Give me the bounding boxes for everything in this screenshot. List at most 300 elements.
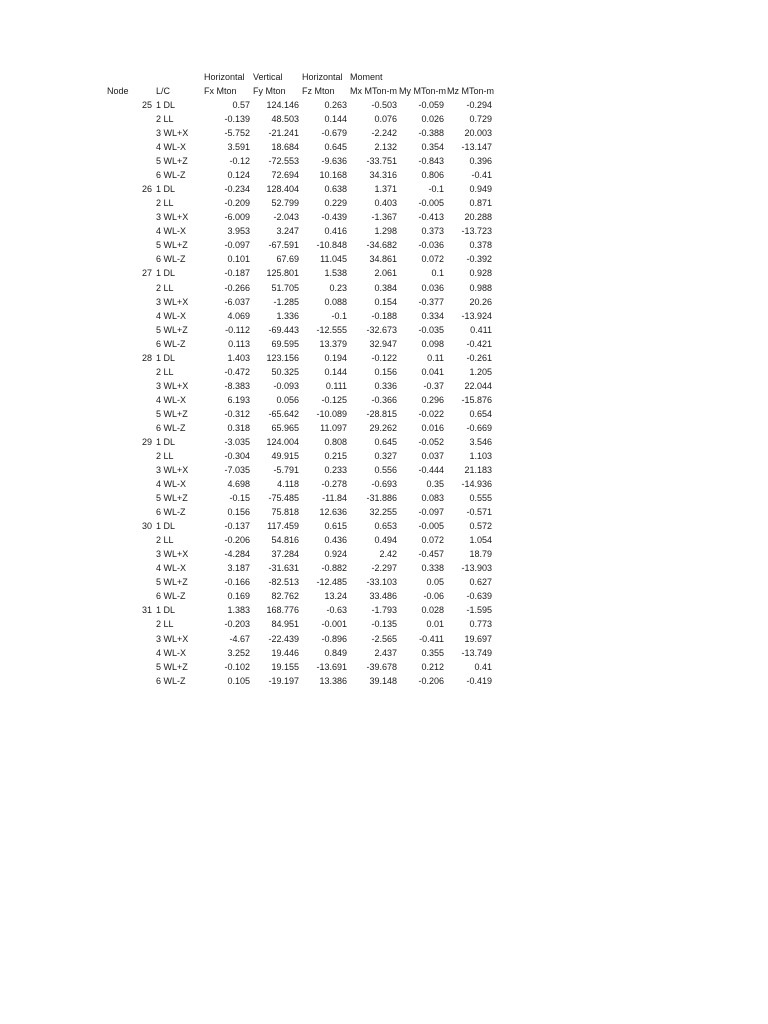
cell-fx: 3.591 xyxy=(227,142,250,153)
cell-mz: -13.903 xyxy=(461,563,492,574)
table-row xyxy=(0,674,768,688)
cell-mx: 2.437 xyxy=(374,647,397,658)
table-row xyxy=(0,196,768,210)
cell-fy: -19.197 xyxy=(268,675,299,686)
table-row xyxy=(0,519,768,533)
cell-mx: 0.156 xyxy=(374,366,397,377)
table-row xyxy=(0,393,768,407)
cell-lc: 4 WL-X xyxy=(156,647,187,658)
cell-mz: -0.639 xyxy=(466,591,492,602)
cell-fx: -0.102 xyxy=(224,661,250,672)
cell-mx: -0.693 xyxy=(371,479,397,490)
cell-node xyxy=(128,632,152,646)
cell-mz: 0.572 xyxy=(469,521,492,532)
cell-mx: -33.751 xyxy=(366,156,397,167)
cell-mx: -2.297 xyxy=(371,563,397,574)
cell-mz: 1.054 xyxy=(469,535,492,546)
table-row xyxy=(0,463,768,477)
cell-node xyxy=(128,477,152,491)
cell-fx: 3.187 xyxy=(227,563,250,574)
cell-fz: -12.555 xyxy=(316,324,347,335)
cell-fx: -0.234 xyxy=(224,184,250,195)
cell-my: 0.037 xyxy=(421,451,444,461)
table-row xyxy=(0,224,768,238)
cell-mz: -0.392 xyxy=(466,254,492,265)
cell-fx: -0.112 xyxy=(225,324,250,335)
cell-lc: 1 DL xyxy=(156,352,176,363)
cell-mx: -1.367 xyxy=(371,212,397,223)
cell-fz: 12.636 xyxy=(319,507,347,518)
cell-fy: 54.816 xyxy=(271,535,299,546)
cell-fz: -0.001 xyxy=(321,619,347,630)
cell-node xyxy=(128,323,152,337)
cell-my: 0.1 xyxy=(431,268,444,279)
cell-fz: 13.386 xyxy=(319,675,347,686)
cell-fz: 0.924 xyxy=(324,549,347,560)
cell-fz: 0.233 xyxy=(324,465,347,476)
table-row xyxy=(0,421,768,435)
cell-fx: 0.101 xyxy=(227,254,250,265)
cell-node: 30 xyxy=(141,521,152,532)
cell-node: 28 xyxy=(141,352,152,363)
cell-my: 0.334 xyxy=(421,310,444,321)
cell-fz: 11.045 xyxy=(320,254,347,265)
cell-fx: -0.12 xyxy=(229,156,250,167)
table-row xyxy=(0,365,768,379)
cell-node xyxy=(128,449,152,463)
cell-my: -0.206 xyxy=(418,675,444,686)
cell-fy: 75.818 xyxy=(271,507,299,518)
cell-mx: 39.148 xyxy=(369,675,397,686)
cell-mx: 0.076 xyxy=(374,114,397,125)
cell-my: -0.37 xyxy=(423,380,444,391)
cell-my: 0.036 xyxy=(421,282,444,293)
cell-lc: 2 LL xyxy=(156,619,174,630)
cell-my: 0.212 xyxy=(421,661,444,672)
cell-lc: 3 WL+X xyxy=(156,633,189,644)
cell-mz: -14.936 xyxy=(461,479,492,490)
cell-lc: 5 WL+Z xyxy=(156,577,188,588)
cell-fy: 1.336 xyxy=(276,310,299,321)
cell-node xyxy=(128,505,152,519)
cell-my: 0.355 xyxy=(421,647,444,658)
cell-my: 0.098 xyxy=(421,338,444,349)
cell-lc: 6 WL-Z xyxy=(156,675,186,686)
cell-fx: 1.403 xyxy=(227,352,250,363)
cell-fz: 0.849 xyxy=(324,647,347,658)
header-group-fy: Vertical xyxy=(253,72,283,82)
cell-mx: 1.371 xyxy=(374,184,397,195)
cell-mx: -34.682 xyxy=(366,240,397,251)
cell-node: 26 xyxy=(141,184,152,195)
cell-fy: 50.325 xyxy=(271,366,299,377)
table-row xyxy=(0,660,768,674)
table-row xyxy=(0,238,768,252)
cell-mx: -28.815 xyxy=(366,408,397,419)
cell-my: -0.457 xyxy=(418,549,444,560)
cell-fy: 84.951 xyxy=(271,619,299,630)
cell-fz: 10.168 xyxy=(319,170,347,181)
header-fz: Fz Mton xyxy=(302,86,335,96)
cell-my: 0.338 xyxy=(421,563,444,574)
cell-my: -0.059 xyxy=(418,100,444,110)
table-row xyxy=(0,477,768,491)
cell-node xyxy=(128,407,152,421)
cell-node xyxy=(128,154,152,168)
cell-fx: -0.266 xyxy=(224,282,250,293)
cell-fz: -10.848 xyxy=(316,240,347,251)
cell-my: 0.35 xyxy=(426,479,444,490)
cell-mz: -0.669 xyxy=(466,422,492,433)
cell-fx: -4.67 xyxy=(229,633,250,644)
cell-fy: 37.284 xyxy=(271,549,299,560)
cell-fy: -65.642 xyxy=(268,408,299,419)
header-fy: Fy Mton xyxy=(253,86,286,96)
cell-lc: 3 WL+X xyxy=(156,212,189,223)
cell-fy: 123.156 xyxy=(266,352,299,363)
cell-fy: -72.553 xyxy=(268,156,299,167)
cell-my: -0.005 xyxy=(418,198,444,209)
cell-fz: -0.679 xyxy=(321,128,347,139)
cell-fz: -0.1 xyxy=(331,310,347,321)
cell-lc: 6 WL-Z xyxy=(156,507,186,518)
table-row xyxy=(0,632,768,646)
cell-node xyxy=(128,252,152,266)
cell-mx: -2.242 xyxy=(371,128,397,139)
cell-fz: -12.485 xyxy=(316,577,347,588)
cell-fz: 0.808 xyxy=(324,436,347,447)
cell-fz: -9.636 xyxy=(321,156,347,167)
cell-fz: -0.896 xyxy=(321,633,347,644)
cell-fy: 124.146 xyxy=(266,100,299,110)
cell-node: 29 xyxy=(141,436,152,447)
cell-lc: 4 WL-X xyxy=(156,563,187,574)
cell-lc: 4 WL-X xyxy=(156,394,187,405)
cell-fy: 72.694 xyxy=(271,170,299,181)
cell-fz: -10.089 xyxy=(316,408,347,419)
cell-lc: 5 WL+Z xyxy=(156,240,188,251)
cell-fz: 0.436 xyxy=(324,535,347,546)
cell-my: -0.097 xyxy=(418,507,444,518)
cell-lc: 5 WL+Z xyxy=(156,493,188,504)
cell-lc: 5 WL+Z xyxy=(156,661,188,672)
cell-mx: -32.673 xyxy=(366,324,397,335)
cell-fz: 0.194 xyxy=(324,352,347,363)
cell-mz: 0.378 xyxy=(469,240,492,251)
cell-node: 27 xyxy=(141,268,152,279)
cell-fz: -11.84 xyxy=(322,493,347,504)
cell-fy: 128.404 xyxy=(266,184,299,195)
cell-my: 0.11 xyxy=(427,352,444,363)
cell-my: -0.052 xyxy=(418,436,444,447)
table-row xyxy=(0,617,768,631)
header-lc: L/C xyxy=(156,86,171,96)
cell-mz: 20.003 xyxy=(464,128,492,139)
cell-mx: -39.678 xyxy=(366,661,397,672)
cell-fx: -0.312 xyxy=(224,408,250,419)
cell-mx: 33.486 xyxy=(369,591,397,602)
table-row xyxy=(0,589,768,603)
cell-fy: 117.459 xyxy=(267,521,299,532)
cell-lc: 3 WL+X xyxy=(156,380,189,391)
cell-lc: 5 WL+Z xyxy=(156,408,188,419)
cell-my: 0.083 xyxy=(421,493,444,504)
cell-mx: 2.42 xyxy=(379,549,397,560)
cell-lc: 1 DL xyxy=(156,184,176,195)
cell-my: -0.413 xyxy=(418,212,444,223)
cell-node xyxy=(128,617,152,631)
cell-fz: 0.416 xyxy=(324,226,347,237)
cell-mx: 0.384 xyxy=(374,282,397,293)
cell-mz: 3.546 xyxy=(469,436,492,447)
cell-fy: 4.118 xyxy=(277,479,299,490)
cell-fx: 0.318 xyxy=(227,422,250,433)
cell-lc: 3 WL+X xyxy=(156,128,189,139)
cell-fx: -0.209 xyxy=(224,198,250,209)
cell-mz: -13.147 xyxy=(461,142,492,153)
table-row xyxy=(0,337,768,351)
cell-my: -0.444 xyxy=(418,465,444,476)
cell-fx: -6.037 xyxy=(224,296,250,307)
cell-mx: -31.886 xyxy=(366,493,397,504)
table-row xyxy=(0,98,768,112)
table-row xyxy=(0,140,768,154)
cell-node xyxy=(128,463,152,477)
cell-fy: 69.595 xyxy=(271,338,299,349)
cell-lc: 4 WL-X xyxy=(156,310,187,321)
table-row xyxy=(0,168,768,182)
cell-fx: -0.304 xyxy=(224,451,250,461)
cell-lc: 2 LL xyxy=(156,366,174,377)
cell-mz: -13.924 xyxy=(461,310,492,321)
cell-mx: 0.403 xyxy=(374,198,397,209)
cell-mx: -0.188 xyxy=(371,310,397,321)
table-row xyxy=(0,435,768,449)
cell-mx: 0.556 xyxy=(374,465,397,476)
cell-fx: 1.383 xyxy=(227,605,250,616)
cell-lc: 2 LL xyxy=(156,451,174,461)
cell-fz: -0.439 xyxy=(321,212,347,223)
cell-my: 0.354 xyxy=(421,142,444,153)
cell-mz: -13.749 xyxy=(461,647,492,658)
cell-lc: 4 WL-X xyxy=(156,142,187,153)
cell-my: 0.041 xyxy=(421,366,444,377)
cell-mz: 1.205 xyxy=(469,366,492,377)
cell-my: 0.806 xyxy=(421,170,444,181)
table-row xyxy=(0,491,768,505)
header-my: My MTon-m xyxy=(399,86,446,96)
cell-lc: 6 WL-Z xyxy=(156,170,186,181)
cell-mz: 0.988 xyxy=(469,282,492,293)
cell-fz: 0.615 xyxy=(324,521,347,532)
header-group-fx: Horizontal xyxy=(204,72,245,82)
table-row xyxy=(0,575,768,589)
cell-fx: -8.383 xyxy=(224,380,250,391)
cell-node xyxy=(128,126,152,140)
cell-my: 0.296 xyxy=(421,394,444,405)
cell-mz: -15.876 xyxy=(461,394,492,405)
table-row xyxy=(0,505,768,519)
cell-my: 0.016 xyxy=(421,422,444,433)
cell-fx: -0.166 xyxy=(224,577,250,588)
cell-mz: 21.183 xyxy=(464,465,492,476)
cell-mz: 0.654 xyxy=(469,408,492,419)
header-node: Node xyxy=(107,86,129,96)
cell-my: -0.843 xyxy=(418,156,444,167)
cell-mx: 29.262 xyxy=(369,422,397,433)
table-row xyxy=(0,309,768,323)
cell-lc: 4 WL-X xyxy=(156,479,187,490)
cell-mz: -0.294 xyxy=(466,100,492,110)
cell-node xyxy=(128,281,152,295)
cell-fz: 13.379 xyxy=(319,338,347,349)
cell-fz: 0.229 xyxy=(324,198,347,209)
cell-mx: 0.336 xyxy=(374,380,397,391)
cell-node: 25 xyxy=(141,100,152,110)
header-group-fz: Horizontal xyxy=(302,72,343,82)
cell-mx: 1.298 xyxy=(374,226,397,237)
table-row xyxy=(0,603,768,617)
cell-fz: -0.882 xyxy=(321,563,347,574)
cell-fy: -1.285 xyxy=(273,296,299,307)
cell-fz: 0.645 xyxy=(324,142,347,153)
cell-node xyxy=(128,365,152,379)
cell-fy: -5.791 xyxy=(273,465,299,476)
cell-node xyxy=(128,561,152,575)
cell-lc: 1 DL xyxy=(156,100,176,110)
cell-lc: 5 WL+Z xyxy=(156,156,188,167)
cell-fx: 0.124 xyxy=(227,170,250,181)
cell-node xyxy=(128,224,152,238)
cell-fy: -0.093 xyxy=(273,380,299,391)
cell-lc: 4 WL-X xyxy=(156,226,187,237)
cell-mz: 20.26 xyxy=(469,296,492,307)
cell-lc: 6 WL-Z xyxy=(156,591,186,602)
cell-node xyxy=(128,210,152,224)
cell-fy: -21.241 xyxy=(268,128,299,139)
cell-mx: -0.135 xyxy=(371,619,397,630)
header-mz: Mz MTon-m xyxy=(447,86,494,96)
cell-fy: 67.69 xyxy=(276,254,299,265)
cell-node xyxy=(128,491,152,505)
cell-node xyxy=(128,421,152,435)
cell-fy: 65.965 xyxy=(271,422,299,433)
table-row xyxy=(0,646,768,660)
table-row xyxy=(0,126,768,140)
cell-fz: 0.111 xyxy=(325,380,347,391)
cell-lc: 2 LL xyxy=(156,114,174,125)
cell-lc: 1 DL xyxy=(156,436,176,447)
cell-fy: 18.684 xyxy=(271,142,299,153)
cell-my: 0.072 xyxy=(421,535,444,546)
cell-fy: -82.513 xyxy=(268,577,299,588)
header-mx: Mx MTon-m xyxy=(350,86,397,96)
cell-my: 0.026 xyxy=(421,114,444,125)
cell-fz: -0.278 xyxy=(321,479,347,490)
cell-mz: 0.555 xyxy=(469,493,492,504)
cell-fz: -0.63 xyxy=(326,605,347,616)
cell-mx: 34.316 xyxy=(369,170,397,181)
cell-my: -0.005 xyxy=(418,521,444,532)
cell-mx: -33.103 xyxy=(366,577,397,588)
cell-mx: -0.366 xyxy=(371,394,397,405)
table-row xyxy=(0,210,768,224)
cell-my: 0.373 xyxy=(421,226,444,237)
cell-lc: 1 DL xyxy=(156,268,176,279)
cell-fz: 0.215 xyxy=(324,451,347,461)
cell-fx: -5.752 xyxy=(224,128,250,139)
table-row xyxy=(0,281,768,295)
cell-mz: 0.411 xyxy=(470,324,492,335)
table-row xyxy=(0,323,768,337)
cell-my: 0.072 xyxy=(421,254,444,265)
cell-fy: 125.801 xyxy=(266,268,299,279)
cell-fx: 0.105 xyxy=(227,675,250,686)
cell-fz: 13.24 xyxy=(324,591,347,602)
cell-my: -0.411 xyxy=(419,633,444,644)
cell-mz: 22.044 xyxy=(464,380,492,391)
cell-node xyxy=(128,295,152,309)
cell-fx: -3.035 xyxy=(224,436,250,447)
cell-fz: 0.263 xyxy=(324,100,347,110)
cell-fx: -0.206 xyxy=(224,535,250,546)
cell-lc: 6 WL-Z xyxy=(156,338,186,349)
cell-mz: 0.949 xyxy=(469,184,492,195)
cell-lc: 2 LL xyxy=(156,535,174,546)
cell-mz: 0.41 xyxy=(474,661,492,672)
cell-my: 0.01 xyxy=(426,619,444,630)
cell-fx: 0.169 xyxy=(227,591,250,602)
cell-mx: -1.793 xyxy=(371,605,397,616)
cell-fy: 82.762 xyxy=(271,591,299,602)
cell-mz: -0.571 xyxy=(466,507,492,518)
cell-fz: 0.144 xyxy=(324,366,347,377)
cell-mz: 20.288 xyxy=(464,212,492,223)
cell-fz: 11.097 xyxy=(320,422,347,433)
cell-fx: 0.57 xyxy=(232,100,250,110)
cell-mz: -1.595 xyxy=(466,605,492,616)
cell-mx: 0.653 xyxy=(374,521,397,532)
cell-my: -0.022 xyxy=(418,408,444,419)
cell-node xyxy=(128,393,152,407)
cell-lc: 5 WL+Z xyxy=(156,324,188,335)
table-row xyxy=(0,533,768,547)
cell-lc: 3 WL+X xyxy=(156,549,189,560)
cell-fx: 6.193 xyxy=(227,394,250,405)
cell-mz: 1.103 xyxy=(469,451,492,461)
cell-mz: -0.41 xyxy=(471,170,492,181)
cell-mx: 0.645 xyxy=(374,436,397,447)
cell-fx: -0.187 xyxy=(224,268,250,279)
cell-fz: -0.125 xyxy=(321,394,347,405)
cell-fy: -69.443 xyxy=(268,324,299,335)
table-row xyxy=(0,379,768,393)
table-row xyxy=(0,407,768,421)
cell-fx: 4.698 xyxy=(227,479,250,490)
cell-fy: 48.503 xyxy=(271,114,299,125)
table-row xyxy=(0,561,768,575)
cell-fx: 4.069 xyxy=(227,310,250,321)
cell-mx: -0.122 xyxy=(371,352,397,363)
cell-mx: 0.327 xyxy=(374,451,397,461)
cell-fy: 168.776 xyxy=(266,605,299,616)
cell-fx: 0.113 xyxy=(228,338,250,349)
cell-fy: 3.247 xyxy=(276,226,299,237)
cell-mx: 0.494 xyxy=(374,535,397,546)
cell-lc: 2 LL xyxy=(156,282,174,293)
table-row xyxy=(0,252,768,266)
cell-lc: 3 WL+X xyxy=(156,296,189,307)
